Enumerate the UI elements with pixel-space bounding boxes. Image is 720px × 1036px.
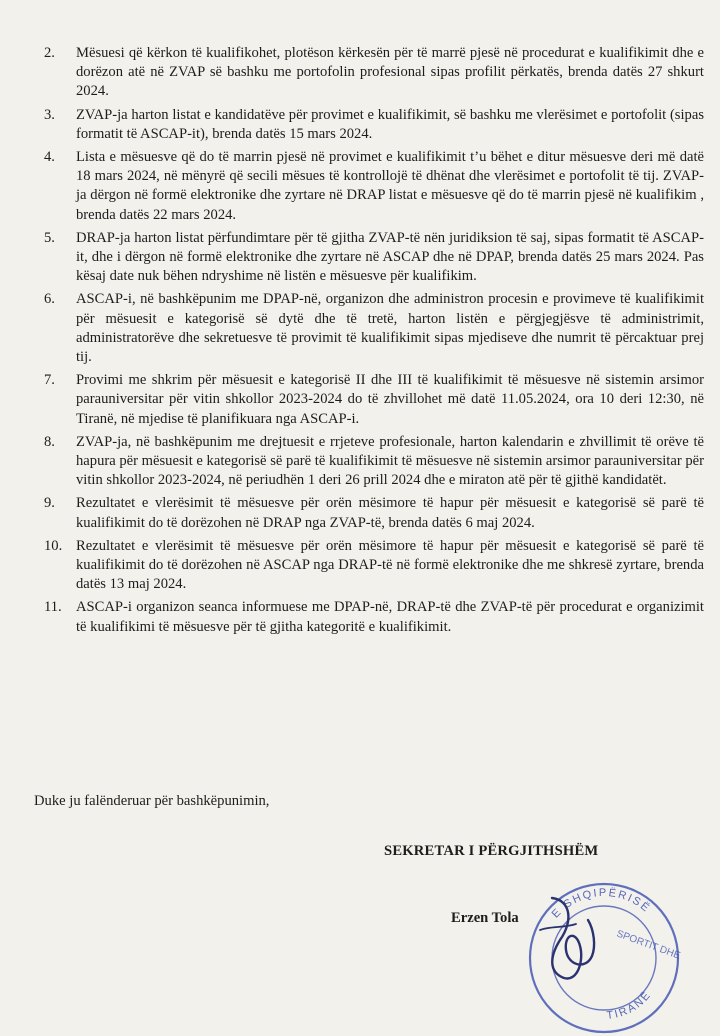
signatory-title: SEKRETAR I PËRGJITHSHËM bbox=[384, 843, 599, 859]
list-item-text: Rezultatet e vlerësimit të mësuesve për orën mësimore të hapur për mësuesit e kategorisë së parë të kualifikimit do të dorëzohen në DRAP nga ZVAP-të, brenda datës 6 maj 2024. bbox=[76, 495, 704, 531]
stamp-top-text: E SHQIPËRISË bbox=[549, 886, 653, 921]
list-item-number: 9. bbox=[44, 495, 55, 512]
svg-text:TIRANË bbox=[606, 989, 654, 1022]
list-item bbox=[44, 371, 704, 429]
list-item bbox=[44, 106, 704, 144]
list-item bbox=[44, 537, 704, 595]
list-item-number: 7. bbox=[44, 372, 55, 389]
list-item-text: DRAP-ja harton listat përfundimtare për të gjitha ZVAP-të nën juridiksion të saj, sipas formatit të ASCAP-it, dhe i dërgon në formë elektronike dhe zyrtare në ASCAP dhe në DPAP, brenda datës 25 mars 2024. Pas kësaj date nuk bëhen ndryshime në listën e mësuesve për kualifikim. bbox=[76, 229, 704, 285]
list-item bbox=[44, 433, 704, 491]
list-item bbox=[44, 44, 704, 102]
list-item-text: ZVAP-ja harton listat e kandidatëve për provimet e kualifikimit, së bashku me vlerësimet e portofolit (sipas formatit të ASCAP-it), brenda datës 15 mars 2024. bbox=[76, 106, 704, 142]
handwritten-signature bbox=[530, 890, 610, 990]
list-item bbox=[44, 290, 704, 367]
list-item bbox=[44, 229, 704, 287]
signatory-name: Erzen Tola bbox=[451, 910, 519, 926]
list-item-number: 6. bbox=[44, 291, 55, 308]
list-item-text: Rezultatet e vlerësimit të mësuesve për orën mësimore të hapur për mësuesit e kategorisë së parë të kualifikimit do të dorëzohen në ASCAP nga DRAP-të në formë elektronike dhe me shkresë zyrtare, brenda datës 13 maj 2024. bbox=[76, 537, 704, 593]
list-item-text: ASCAP-i, në bashkëpunim me DPAP-në, organizon dhe administron procesin e provimeve të kualifikimit për mësuesit e kategorisë së dytë dhe të tretë, harton listën e përgjegjësve të administrimit, administratorëve dhe sekretuesve të provimit të kualifikimit sipas mjediseve dhe numrit të përcaktuar prej tij. bbox=[76, 291, 704, 366]
list-item bbox=[44, 148, 704, 225]
list-item-number: 11. bbox=[44, 599, 62, 616]
list-item bbox=[44, 494, 704, 532]
list-item-number: 5. bbox=[44, 229, 55, 246]
list-item-number: 3. bbox=[44, 106, 55, 123]
list-item-text: ZVAP-ja, në bashkëpunim me drejtuesit e rrjeteve profesionale, harton kalendarin e zhvillimit të orëve të hapura për mësuesit e kategorisë së parë të kualifikimit të mësuesve në sistemin arsimor parauniversitar për vitin shkollor 2023-2024, në periudhën 1 deri 26 prill 2024 dhe e miraton atë për të gjithë kandidatët. bbox=[76, 433, 704, 489]
list-item-text: Provimi me shkrim për mësuesit e kategorisë II dhe III të kualifikimit të mësuesve në sistemin arsimor parauniversitar për vitin shkollor 2023-2024 do të zhvillohet më datë 11.05.2024, ora 10 deri 12:30, në Tiranë, në mjedise të planifikuara nga ASCAP-i. bbox=[76, 372, 704, 427]
stamp-inner-text: SPORTIT DHE bbox=[614, 928, 682, 962]
list-item-number: 4. bbox=[44, 149, 55, 166]
list-item-number: 8. bbox=[44, 433, 55, 450]
closing-line: Duke ju falënderuar për bashkëpunimin, bbox=[34, 793, 270, 809]
stamp-bottom-text: TIRANË bbox=[605, 988, 654, 1022]
list-item-number: 10. bbox=[44, 537, 63, 554]
list-item-text: Lista e mësuesve që do të marrin pjesë në provimet e kualifikimit t’u bëhet e ditur mësuesve deri më datë 18 mars 2024, në mënyrë që secili mësues të kontrollojë të dhënat dhe vlerësimet e portofolit të tij. ZVAP-ja dërgon në formë elektronike dhe zyrtare në DRAP listat e mësuesve që do të marrin pjesë në kualifikim , brenda datës 22 mars 2024. bbox=[76, 149, 704, 223]
list-item bbox=[44, 598, 704, 636]
numbered-list bbox=[44, 44, 704, 641]
list-item-text: ASCAP-i organizon seanca informuese me DPAP-në, DRAP-të dhe ZVAP-të për procedurat e organizimit të kualifikimi të mësuesve për të gjitha kategoritë e kualifikimit. bbox=[76, 599, 704, 635]
list-item-text: Mësuesi që kërkon të kualifikohet, plotëson kërkesën për të marrë pjesë në procedurat e kualifikimit dhe e dorëzon atë në ZVAP së bashku me portofolin profesional sipas profilit përkatës, brenda datës 27 shkurt 2024. bbox=[76, 45, 704, 100]
list-item-number: 2. bbox=[44, 45, 55, 61]
